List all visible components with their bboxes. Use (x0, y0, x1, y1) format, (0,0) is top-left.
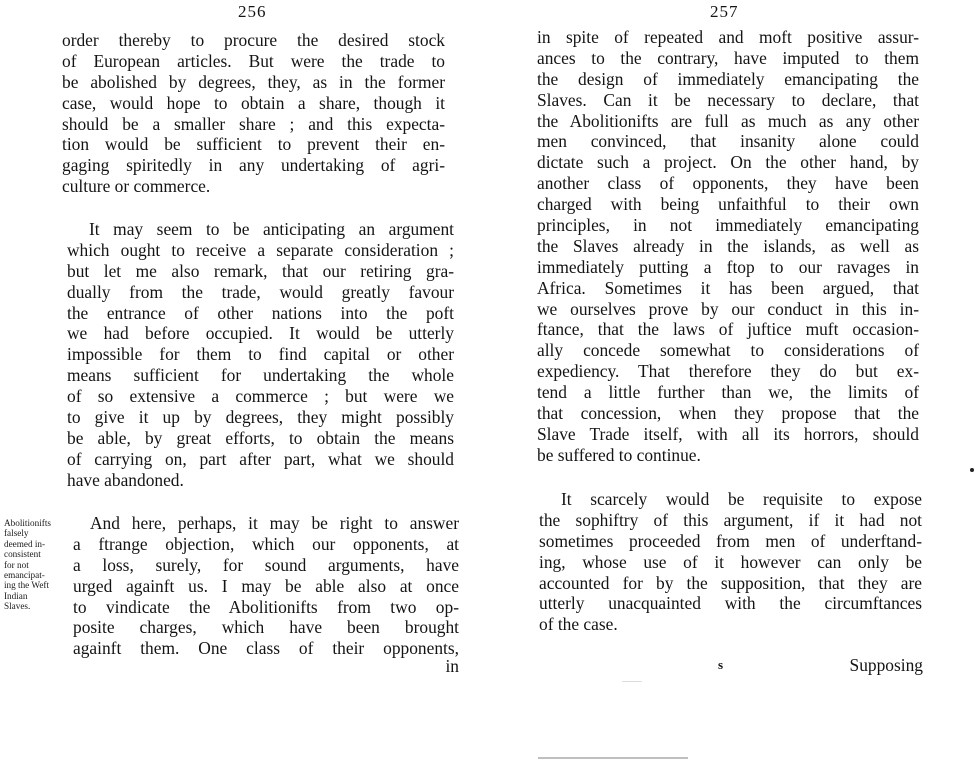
text-line: ftance, that the laws of juftice muft occasion- (537, 319, 919, 340)
text-line: impossible for them to find capital or other (67, 344, 454, 365)
left-paragraph-1 (62, 30, 445, 197)
right-paragraph-2 (539, 489, 922, 635)
text-line: ing, whose use of it however can only be (539, 551, 922, 572)
text-line: case, would hope to obtain a share, though it (62, 92, 445, 113)
margin-note-line: falsely (4, 528, 29, 539)
text-line: tend a little further than we, the limits of (537, 382, 919, 403)
text-line: And here, perhaps, it may be right to answer (90, 513, 459, 533)
text-line: ances to the contrary, have imputed to them (537, 47, 919, 68)
margin-note-line: deemed in- (4, 538, 46, 549)
catchword-row (539, 655, 923, 677)
margin-note (4, 518, 72, 612)
left-paragraph-3 (73, 513, 459, 675)
text-line: Slaves. Can it be necessary to declare, that (537, 89, 919, 110)
right-paragraph-1 (537, 27, 919, 466)
text-line: which ought to receive a separate consideration ; (67, 239, 454, 260)
text-line: we had before occupied. It would be utterly (67, 323, 454, 344)
text-line: posite charges, which have been brought (73, 617, 459, 638)
text-line: that concession, when they propose that the (537, 403, 919, 424)
page-number-257: 257 (710, 2, 739, 21)
text-line: charged with being unfaithful to their own (537, 194, 919, 215)
margin-note-line: Indian (4, 590, 28, 601)
text-line: utterly unacquainted with the circumftances (539, 593, 922, 614)
text-line: but let me also remark, that our retiring gra- (67, 260, 454, 281)
margin-note-line: emancipat- (4, 570, 45, 581)
catchword-left: in (445, 656, 459, 677)
text-line: order thereby to procure the desired stock (62, 30, 445, 50)
text-line: to give it up by degrees, they might possibly (67, 407, 454, 428)
text-line: another class of opponents, they have been (537, 173, 919, 194)
text-line: in spite of repeated and moft positive assur- (537, 27, 919, 47)
text-line: principles, in not immediately emancipating (537, 215, 919, 236)
text-line: of the case. (539, 614, 618, 635)
text-line: the Slaves already in the islands, as well as (537, 235, 919, 256)
catchword-right: Supposing (849, 655, 923, 675)
text-line: men convinced, that insanity alone could (537, 131, 919, 152)
margin-note-line: ing the Weft (4, 580, 50, 591)
text-line: of carrying on, part after part, what we should (67, 448, 454, 469)
scan-artifact-line (538, 757, 688, 759)
text-line: Slave Trade itself, with all its horrors, should (537, 423, 919, 444)
text-line: the sophiftry of this argument, if it had not (539, 509, 922, 530)
page-number-256: 256 (238, 2, 267, 21)
left-paragraph-2 (67, 219, 454, 491)
text-line: accounted for by the supposition, that they are (539, 572, 922, 593)
text-line: a ftrange objection, which our opponents, at (73, 533, 459, 554)
text-line: of European articles. But were the trade to (62, 50, 445, 71)
text-line: should be a smaller share ; and this expecta- (62, 113, 445, 134)
text-line: dictate such a project. On the other hand, by (537, 152, 919, 173)
text-line: the entrance of other nations into the poft (67, 302, 454, 323)
right-page (490, 0, 980, 767)
text-line: have abandoned. (67, 469, 184, 490)
scan-artifact-faint (622, 681, 642, 682)
text-line: immediately putting a ftop to our ravages in (537, 256, 919, 277)
text-line: sometimes proceeded from men of underftand- (539, 530, 922, 551)
text-line: Africa. Sometimes it has been argued, that (537, 277, 919, 298)
text-line: be abolished by degrees, they, as in the former (62, 71, 445, 92)
text-line: to vindicate the Abolitionifts from two op- (73, 596, 459, 617)
text-line: the design of immediately emancipating the (537, 68, 919, 89)
text-line: expediency. That therefore they do but ex- (537, 361, 919, 382)
text-line: gaging spiritedly in any undertaking of agri- (62, 155, 445, 176)
margin-note-line: Slaves. (4, 601, 31, 612)
text-line: ally concede somewhat to considerations of (537, 340, 919, 361)
margin-note-line: for not (4, 559, 29, 570)
text-line: culture or commerce. (62, 176, 211, 197)
text-line: againft them. One class of their opponents, (73, 638, 459, 659)
text-line: be suffered to continue. (537, 444, 701, 465)
text-line: dually from the trade, would greatly favour (67, 281, 454, 302)
text-line: It may seem to be anticipating an argument (89, 219, 454, 239)
text-line: tion would be sufficient to prevent their en- (62, 134, 445, 155)
scan-artifact-dot (970, 468, 974, 472)
text-line: be able, by great efforts, to obtain the means (67, 427, 454, 448)
margin-note-line: consistent (4, 549, 41, 560)
text-line: means sufficient for undertaking the whole (67, 365, 454, 386)
margin-note-line: Abolitionifts (4, 518, 51, 528)
text-line: the Abolitionifts are full as much as any other (537, 110, 919, 131)
text-line: a loss, surely, for sound arguments, have (73, 554, 459, 575)
signature-mark: s (718, 657, 724, 672)
text-line: It scarcely would be requisite to expose (561, 489, 922, 509)
text-line: we ourselves prove by our conduct in this in- (537, 298, 919, 319)
text-line: of so extensive a commerce ; but were we (67, 386, 454, 407)
text-line: urged againft us. I may be able also at once (73, 575, 459, 596)
